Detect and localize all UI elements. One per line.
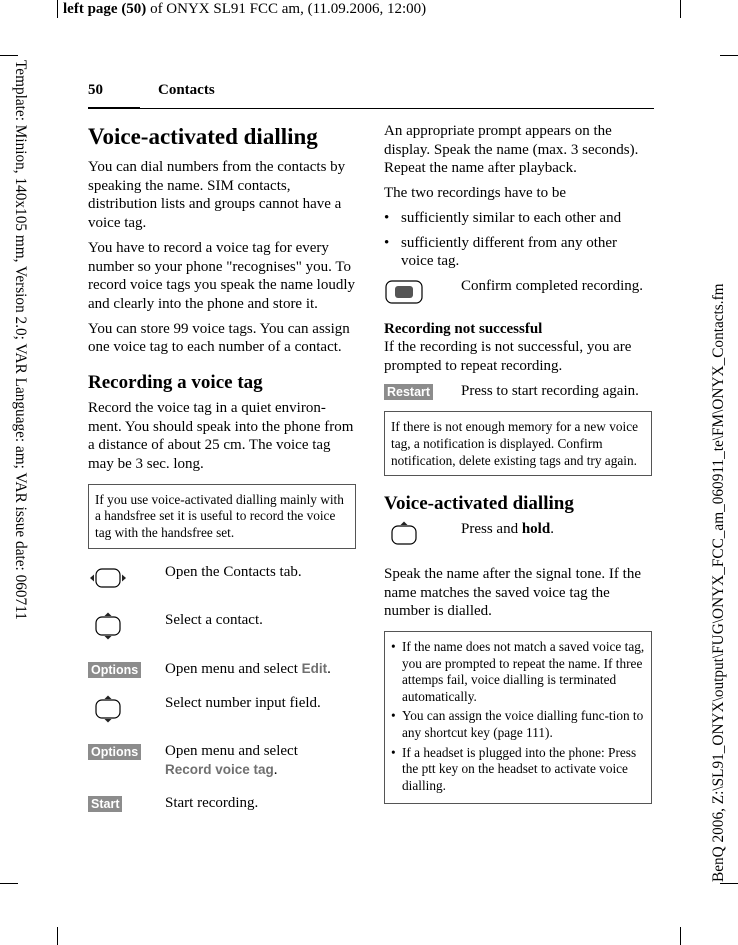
- options-softkey: Options: [88, 744, 141, 760]
- left-column: [88, 122, 356, 828]
- start-softkey: Start: [88, 796, 122, 812]
- nav-up-icon: [384, 521, 424, 549]
- paragraph: An appropriate prompt appears on the display. Speak the name (max. 3 seconds). Repeat the name after playback.: [384, 123, 639, 177]
- recording-requirements: [384, 209, 652, 271]
- paragraph: Speak the name after the signal tone. If the name matches the saved voice tag the number is dialled.: [384, 565, 641, 620]
- step-select-contact: Select a contact.: [88, 611, 356, 646]
- nav-up-down-icon: [88, 612, 128, 640]
- subheading-not-successful: Recording not successful: [384, 320, 543, 337]
- print-header: left page (50) of ONYX SL91 FCC am, (11.09.2006, 12:00): [63, 1, 427, 17]
- paragraph: The two recordings have to be: [384, 185, 567, 202]
- right-column: [384, 122, 652, 818]
- paragraph: If the recording is not successful, you are prompted to repeat recording.: [384, 339, 632, 375]
- page-number: 50: [88, 82, 103, 98]
- subheading-recording: Recording a voice tag: [88, 372, 263, 394]
- header-rule: [88, 108, 654, 109]
- step-restart: Restart Press to start recording again.: [384, 382, 652, 402]
- memory-note: If there is not enough memory for a new voice tag, a notification is displayed. Confirm notification, delete existing tags and try again.: [384, 411, 652, 476]
- step-confirm: Confirm completed recording.: [384, 277, 652, 312]
- handsfree-note: If you use voice-activated dialling mainly with a handsfree set it is useful to record the voice tag with the handsfree set.: [88, 484, 356, 549]
- right-margin-note: BenQ 2006, Z:\SL91_ONYX\output\FUG\ONYX_FCC_am_060911_te\FM\ONYX_Contacts.fm: [710, 283, 727, 882]
- paragraph: You can store 99 voice tags. You can assign one voice tag to each number of a contact.: [88, 320, 350, 356]
- crop-mark: [680, 927, 681, 945]
- list-item: • If the name does not match a saved voice tag, you are prompted to repeat the name. If three attemps fail, voice dialling is terminated automatically.: [402, 639, 645, 705]
- crop-mark: [57, 927, 58, 945]
- crop-mark: [57, 0, 58, 18]
- nav-up-down-icon: [88, 695, 128, 723]
- section-title: Contacts: [158, 82, 215, 98]
- list-item: • sufficiently similar to each other and: [384, 209, 652, 228]
- crop-mark: [0, 883, 18, 884]
- dialling-notes: [384, 631, 652, 804]
- paragraph: You have to record a voice tag for every number so your phone "recognises" you. To record voice tags you speak the name loudly and clearly into the phone and store it.: [88, 239, 355, 312]
- step-open-contacts: Open the Contacts tab.: [88, 563, 356, 598]
- step-options-record: Options Open menu and select Record voice tag.: [88, 742, 356, 779]
- crop-mark: [0, 55, 18, 56]
- options-softkey: Options: [88, 662, 141, 678]
- header-rule-accent: [88, 107, 140, 109]
- menu-term-edit: Edit: [301, 661, 328, 677]
- step-press-hold: Press and hold.: [384, 520, 652, 555]
- step-options-edit: Options Open menu and select Edit.: [88, 660, 356, 680]
- menu-term-record-voice-tag: Record voice tag: [165, 762, 274, 778]
- step-select-number: Select number input field.: [88, 694, 356, 729]
- list-item: • sufficiently different from any other voice tag.: [384, 234, 652, 271]
- crop-mark: [720, 55, 738, 56]
- paragraph: Record the voice tag in a quiet environ-ment. You should speak into the phone from a distance of about 25 cm. The voice tag may be 3 sec. long.: [88, 400, 354, 473]
- nav-left-right-icon: [88, 564, 128, 592]
- left-margin-note: Template: Minion, 140x105 mm, Version 2.0; VAR Language: am; VAR issue date: 060711: [12, 60, 29, 620]
- paragraph: You can dial numbers from the contacts by speaking the name. SIM contacts, distribution lists and groups cannot have a voice tag.: [88, 159, 346, 232]
- crop-mark: [720, 883, 738, 884]
- subheading-dialling: Voice-activated dialling: [384, 493, 574, 515]
- list-item: • If a headset is plugged into the phone: Press the ptt key on the headset to activate voice dialling.: [402, 745, 645, 795]
- step-start-recording: Start Start recording.: [88, 794, 356, 814]
- center-key-icon: [384, 278, 424, 306]
- main-heading: Voice-activated dialling: [88, 124, 318, 149]
- restart-softkey: Restart: [384, 384, 433, 400]
- list-item: • You can assign the voice dialling func-tion to any shortcut key (page 111).: [402, 708, 645, 741]
- crop-mark: [680, 0, 681, 18]
